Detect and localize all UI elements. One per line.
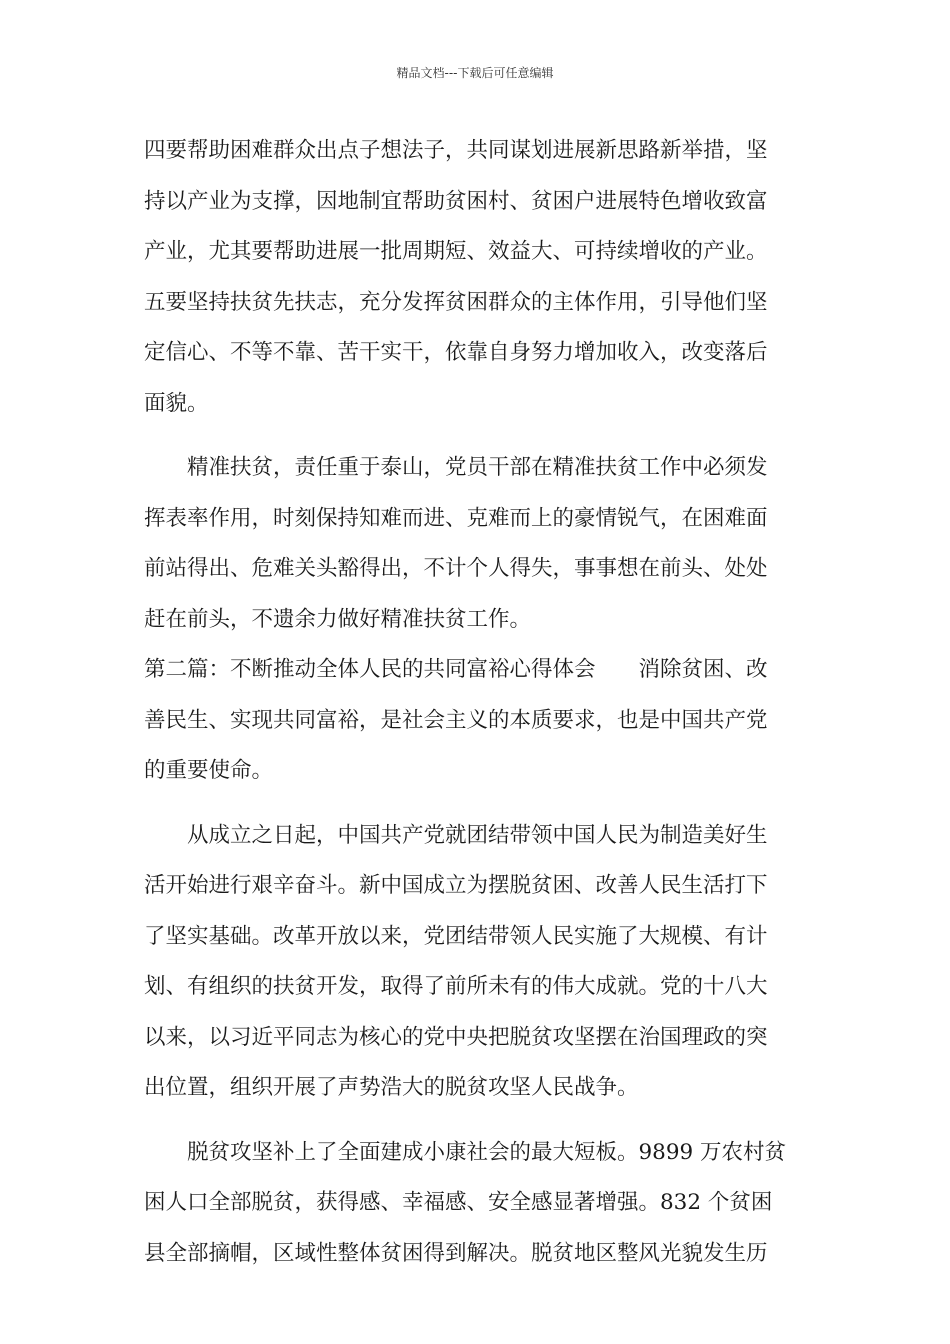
text-line: 划、有组织的扶贫开发，取得了前所未有的伟大成就。党的十八大 [144, 974, 768, 999]
page-header: 精品文档---下载后可任意编辑 [396, 66, 554, 80]
paragraph-gap [144, 1114, 810, 1128]
paragraph [144, 443, 810, 645]
paragraph [144, 645, 810, 797]
text-line: 脱贫攻坚补上了全面建成小康社会的最大短板。9899 万农村贫 [187, 1139, 787, 1165]
text-line: 困人口全部脱贫，获得感、幸福感、安全感显著增强。832 个贫困 [144, 1190, 773, 1215]
text-line: 出位置，组织开展了声势浩大的脱贫攻坚人民战争。 [144, 1075, 639, 1100]
text-line: 前站得出、危难关头豁得出，不计个人得失，事事想在前头、处处 [144, 556, 768, 581]
text-line: 活开始进行艰辛奋斗。新中国成立为摆脱贫困、改善人民生活打下 [144, 873, 768, 898]
text-line: 善民生、实现共同富裕，是社会主义的本质要求，也是中国共产党 [144, 707, 768, 733]
paragraph [144, 811, 810, 1114]
text-line: 持以产业为支撑，因地制宜帮助贫困村、贫困户进展特色增收致富 [144, 188, 768, 214]
paragraph-gap [144, 429, 810, 443]
text-line: 面貌。 [144, 390, 209, 416]
text-line: 四要帮助困难群众出点子想法子，共同谋划进展新思路新举措，坚 [144, 138, 768, 163]
text-line: 第二篇：不断推动全体人民的共同富裕心得体会 消除贫困、改 [144, 657, 768, 682]
document-body [144, 126, 810, 1279]
text-line: 县全部摘帽，区域性整体贫困得到解决。脱贫地区整风光貌发生历 [144, 1240, 768, 1266]
paragraph [144, 1128, 810, 1280]
text-line: 产业，尤其要帮助进展一批周期短、效益大、可持续增收的产业。 [144, 239, 768, 264]
text-line: 从成立之日起，中国共产党就团结带领中国人民为制造美好生 [187, 822, 768, 848]
text-line: 定信心、不等不靠、苦干实干，依靠自身努力增加收入，改变落后 [144, 340, 768, 365]
paragraph-gap [144, 797, 810, 811]
paragraph [144, 126, 810, 429]
text-line: 精准扶贫，责任重于泰山，党员干部在精准扶贫工作中必须发 [187, 455, 768, 480]
text-line: 赶在前头，不遗余力做好精准扶贫工作。 [144, 606, 532, 632]
text-line: 五要坚持扶贫先扶志，充分发挥贫困群众的主体作用，引导他们坚 [144, 289, 768, 315]
text-line: 的重要使命。 [144, 758, 274, 783]
text-line: 挥表率作用，时刻保持知难而进、克难而上的豪情锐气，在困难面 [144, 505, 768, 531]
text-line: 了坚实基础。改革开放以来，党团结带领人民实施了大规模、有计 [144, 923, 768, 949]
text-line: 以来，以习近平同志为核心的党中央把脱贫攻坚摆在治国理政的突 [144, 1024, 768, 1050]
